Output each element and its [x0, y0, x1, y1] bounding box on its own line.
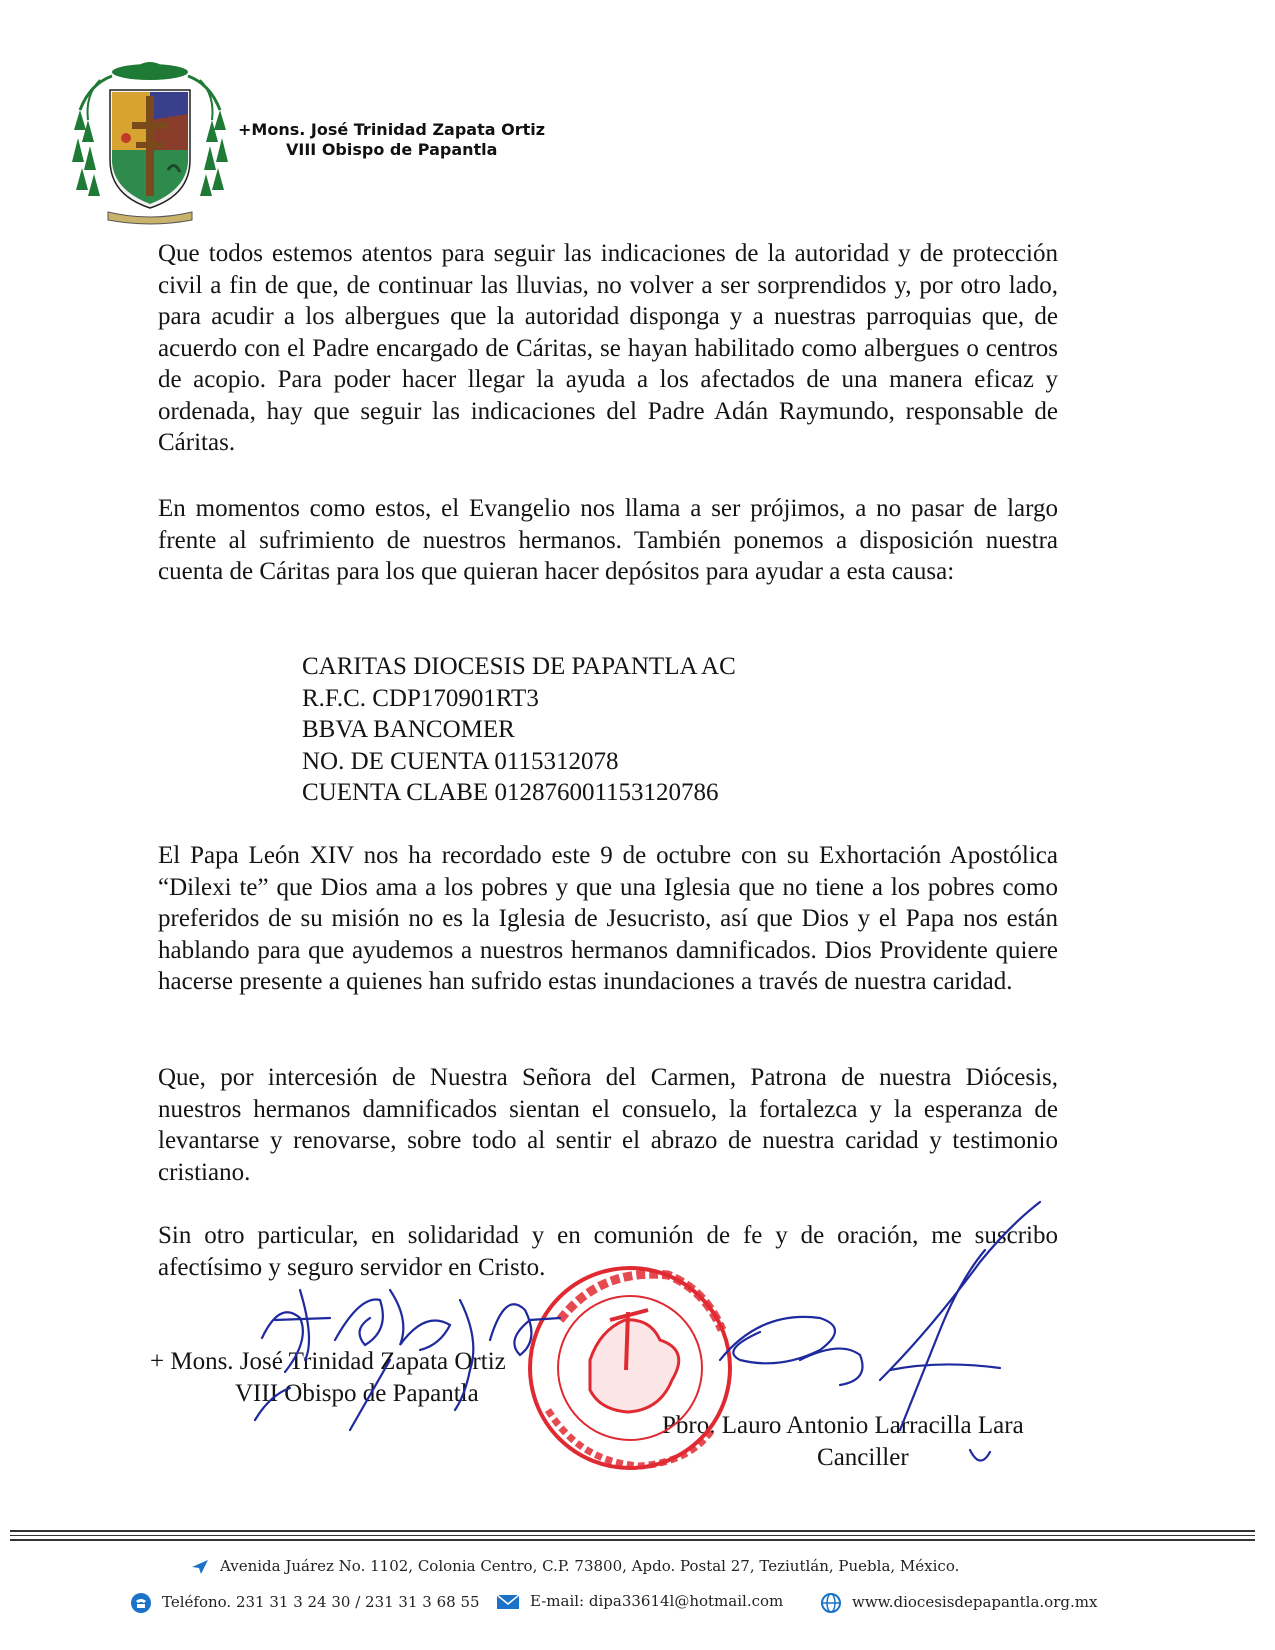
footer-address: [190, 1557, 959, 1576]
location-arrow-icon: [190, 1558, 210, 1576]
bank-rfc: R.F.C. CDP170901RT3: [302, 684, 539, 712]
paragraph-2: En momentos como estos, el Evangelio nos llama a ser prójimos, a no pasar de largo frente al sufrimiento de nuestros hermanos. También ponemos a disposición nuestra cuenta de Cáritas para los que quieran hacer depósitos para ayudar a esta causa:: [158, 495, 1058, 585]
bank-name: BBVA BANCOMER: [302, 716, 515, 744]
paragraph-5: Sin otro particular, en solidaridad y en comunión de fe y de oración, me suscribo afectísimo y seguro servidor en Cristo.: [158, 1222, 1058, 1281]
paragraph-1: Que todos estemos atentos para seguir las indicaciones de la autoridad y de protección civil a fin de que, de continuar las lluvias, no volver a ser sorprendidos y, por otro lado, para acudir a los albergues que la autoridad disponga y a nuestras parroquias que, de acuerdo con el Padre encargado de Cáritas, se hayan habilitado como albergues o centros de acopio. Para poder hacer llegar la ayuda a los afectados de una manera eficaz y ordenada, hay que seguir las indicaciones del Padre Adán Raymundo, responsable de Cáritas.: [158, 240, 1058, 456]
footer-phone: [130, 1592, 480, 1614]
signer-chancellor-title: Canciller: [817, 1444, 909, 1471]
paragraph-4: Que, por intercesión de Nuestra Señora del Carmen, Patrona de nuestra Diócesis, nuestros hermanos damnificados sientan el consuelo, la fortalezca y la esperanza de levantarse y renovarse, sobre todo al sentir el abrazo de nuestra caridad y testimonio cristiano.: [158, 1064, 1058, 1186]
footer-divider: [10, 1530, 1255, 1541]
header-block: [238, 120, 545, 160]
paragraph-3: El Papa León XIV nos ha recordado este 9 de octubre con su Exhortación Apostólica “Dilexi te” que Dios ama a los pobres y que una Iglesia que no tiene a los pobres como preferidos de su misión no es la Iglesia de Jesucristo, así que Dios y el Papa nos están hablando para que ayudemos a nuestros hermanos damnificados. Dios Providente quiere hacerse presente a quienes han sufrido estas inundaciones a través de nuestra caridad.: [158, 842, 1058, 995]
signer-chancellor-name: Pbro. Lauro Antonio Larracilla Lara: [662, 1412, 1024, 1439]
email-text: E-mail: dipa33614l@hotmail.com: [530, 1592, 784, 1610]
signature-block-bishop: [150, 1346, 506, 1410]
bank-account-name: CARITAS DIOCESIS DE PAPANTLA AC: [302, 653, 736, 680]
signer-bishop-title: VIII Obispo de Papantla: [235, 1380, 479, 1407]
phone-icon: [130, 1592, 152, 1614]
globe-icon: [820, 1592, 842, 1614]
mail-icon: [496, 1593, 520, 1611]
website-text: www.diocesisdepapantla.org.mx: [852, 1593, 1098, 1611]
address-text: Avenida Juárez No. 1102, Colonia Centro, C.P. 73800, Apdo. Postal 27, Teziutlán, Puebla, México.: [220, 1557, 960, 1575]
bishop-title-header: VIII Obispo de Papantla: [286, 140, 498, 159]
signer-bishop-name: + Mons. José Trinidad Zapata Ortiz: [150, 1348, 506, 1375]
footer-email[interactable]: [496, 1592, 783, 1611]
footer-website[interactable]: [820, 1592, 1097, 1614]
coat-of-arms-icon: [70, 50, 230, 225]
bank-info: [302, 651, 736, 809]
bank-clabe: CUENTA CLABE 012876001153120786: [302, 779, 719, 807]
phone-text: Teléfono. 231 31 3 24 30 / 231 31 3 68 55: [162, 1593, 480, 1611]
bishop-name-header: +Mons. José Trinidad Zapata Ortiz: [238, 120, 546, 139]
bank-account-number: NO. DE CUENTA 0115312078: [302, 747, 619, 775]
signature-block-chancellor: [662, 1410, 1024, 1474]
